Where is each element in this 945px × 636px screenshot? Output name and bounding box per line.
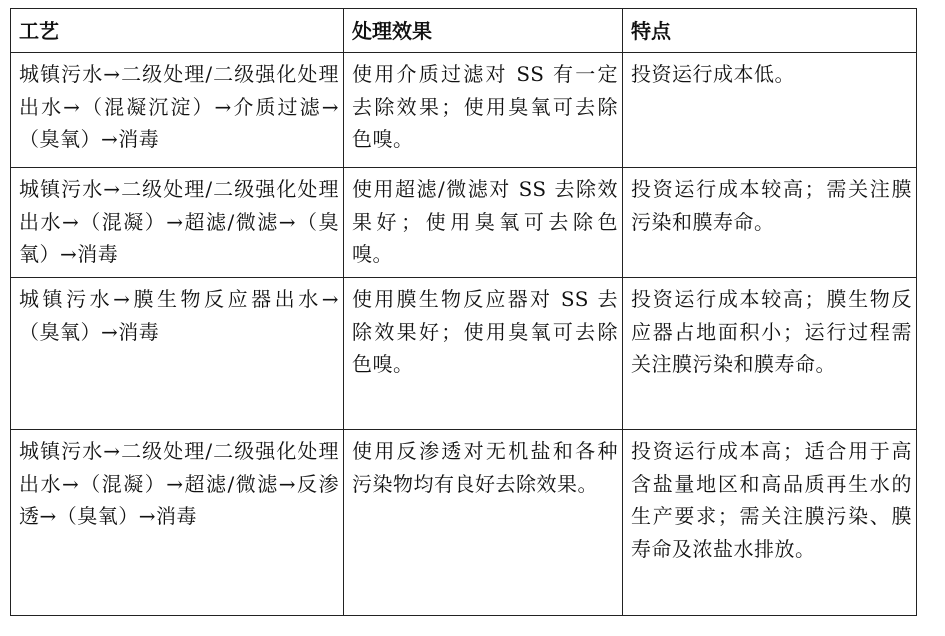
effect-cell: 使用膜生物反应器对 SS 去除效果好；使用臭氧可去除色嗅。	[344, 278, 623, 430]
process-cell: 城镇污水→膜生物反应器出水→（臭氧）→消毒	[11, 278, 344, 430]
header-row	[11, 9, 917, 53]
process-cell: 城镇污水→二级处理/二级强化处理出水→（混凝）→超滤/微滤→反渗透→（臭氧）→消毒	[11, 430, 344, 616]
effect-cell: 使用超滤/微滤对 SS 去除效果好；使用臭氧可去除色嗅。	[344, 168, 623, 278]
features-cell: 投资运行成本较高；膜生物反应器占地面积小；运行过程需关注膜污染和膜寿命。	[623, 278, 917, 430]
process-comparison-table	[10, 8, 917, 616]
table-row	[11, 53, 917, 168]
effect-cell: 使用反渗透对无机盐和各种污染物均有良好去除效果。	[344, 430, 623, 616]
process-cell: 城镇污水→二级处理/二级强化处理出水→（混凝）→超滤/微滤→（臭氧）→消毒	[11, 168, 344, 278]
features-cell: 投资运行成本低。	[623, 53, 917, 168]
table-row	[11, 168, 917, 278]
effect-cell: 使用介质过滤对 SS 有一定去除效果；使用臭氧可去除色嗅。	[344, 53, 623, 168]
features-cell: 投资运行成本高；适合用于高含盐量地区和高品质再生水的生产要求；需关注膜污染、膜寿命及浓盐水排放。	[623, 430, 917, 616]
header-effect: 处理效果	[344, 9, 623, 53]
table-row	[11, 278, 917, 430]
table-row	[11, 430, 917, 616]
features-cell: 投资运行成本较高；需关注膜污染和膜寿命。	[623, 168, 917, 278]
process-cell: 城镇污水→二级处理/二级强化处理出水→（混凝沉淀）→介质过滤→（臭氧）→消毒	[11, 53, 344, 168]
header-features: 特点	[623, 9, 917, 53]
header-process: 工艺	[11, 9, 344, 53]
